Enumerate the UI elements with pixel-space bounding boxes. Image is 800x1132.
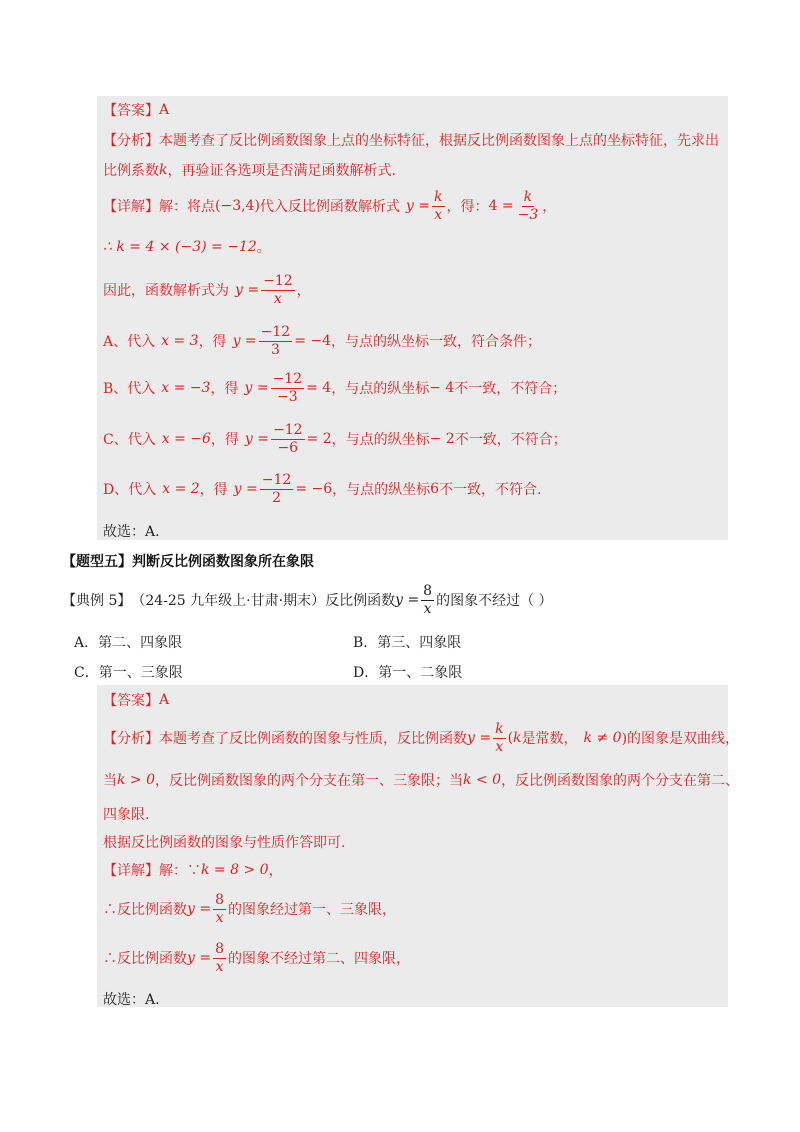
example-tag: 【典例 5】 [62,593,132,610]
analysis2-k: k [513,730,522,747]
option-d-y: y = [233,481,258,498]
section-heading: 【题型五】判断反比例函数图象所在象限 [62,554,314,570]
option-a-x: x = 3 [161,333,199,350]
option-c-de: ，得 [210,432,239,449]
analysis2-text-4: 根据反比例函数的图象与性质作答即可. [103,835,346,851]
option-d-mid: 6 [430,481,440,498]
analysis2-line-1 [103,722,739,754]
example-text-a: 反比例函数 [325,593,396,610]
detail-point: (−3,4) [215,198,260,215]
detail2-text-b: ， [268,863,283,879]
example-fraction: $\frac{8}{x}$ [423,583,433,617]
analysis2-text-c2: ，反比例函数图象的两个分支在第二、 [501,773,740,789]
answer-line-1 [103,100,169,120]
answer-tag: 【答案】 [103,103,159,119]
option-d-fraction: $\frac{-12}{2}$ [261,472,292,506]
detail2-t1-fraction: $\frac{8}{x}$ [215,892,225,926]
detail2-line-3 [103,942,410,974]
detail-fraction-2: $\frac{k}{-3}$ [517,189,539,223]
detail-text-1b: 代入反比例函数解析式 [259,199,400,216]
option-c-mid: − 2 [429,431,455,448]
detail-y-eq: y = [405,198,431,215]
option-d-post-2: 不一致，不符合. [439,482,542,499]
analysis2-line-3 [103,804,149,824]
analysis2-paren: ( [507,730,514,747]
answer-tag-2: 【答案】 [103,693,159,709]
option-a-check [103,325,541,357]
therefore-end: 。 [256,240,271,256]
analysis-text-2a: 比例系数 [103,163,159,179]
option-b-mid: − 4 [429,380,455,397]
choice-d[interactable]: D．第一、二象限 [353,665,463,681]
choose-text-2: 故选：A. [103,992,160,1008]
therefore-line [103,237,271,257]
detail-fraction: $\frac{k}{x}$ [434,189,443,223]
choice-a[interactable]: A．第二、四象限 [74,635,183,651]
analysis2-text-d: )的图象是双曲线， [621,731,740,748]
option-c-pre: C、代入 [103,432,156,449]
detail-text-1a: 解：将点 [159,199,215,216]
option-c-result: = 2 [306,431,332,448]
option-b-pre: B、代入 [103,381,156,398]
answer-value: A [159,102,170,118]
option-a-fraction: $\frac{-12}{3}$ [260,324,291,358]
choose-line-2 [103,989,160,1009]
detail2-t1-y: y = [187,901,212,918]
option-b-check [103,372,566,404]
detail2-text-a: 解：∵ [159,863,201,879]
thus-end: ， [296,283,311,300]
option-d-check [103,473,542,505]
therefore-equation: ∴ k = 4 × (−3) = −12 [103,239,257,255]
option-a-result: = −4 [294,333,332,350]
analysis2-when: 当 [103,773,117,789]
answer-line-2 [103,690,169,710]
example-line [62,584,553,616]
option-a-de: ，得 [198,334,227,351]
detail2-k: k = 8 > 0 [201,862,269,878]
answer-value-2: A [159,692,170,708]
choice-c[interactable]: C．第一、三象限 [74,665,183,681]
detail-tag: 【详解】 [103,199,159,216]
detail-text-1d: ， [542,199,557,216]
analysis-line-2 [103,160,396,180]
detail-line-1 [103,190,556,222]
option-d-post-1: ，与点的纵坐标 [332,482,431,499]
analysis2-y: y = [467,730,492,747]
option-c-post-2: 不一致，不符合； [454,432,567,449]
analysis2-k-nonzero: k ≠ 0 [583,730,622,747]
option-c-check [103,423,567,455]
option-d-pre: D、代入 [103,482,157,499]
example-y: y = [395,592,420,609]
thus-y: y = [235,282,260,299]
example-source: （24-25 九年级上·甘肃·期末） [131,593,326,610]
example-text-b: 的图象不经过（ ） [436,593,553,610]
analysis-tag: 【分析】 [103,133,159,149]
option-b-post-2: 不一致，不符合； [454,381,567,398]
analysis-k: k [159,162,168,178]
detail2-line-1 [103,860,283,880]
option-b-fraction: $\frac{-12}{-3}$ [272,371,303,405]
analysis2-text-c: 是常数， [521,731,578,748]
detail2-t1-b: 的图象经过第一、三象限， [228,902,397,919]
analysis2-line-4 [103,832,345,852]
analysis-tag-2: 【分析】 [103,731,159,748]
analysis-text: 本题考查了反比例函数图象上点的坐标特征，根据反比例函数图象上点的坐标特征，先求出 [159,133,719,149]
choice-b[interactable]: B．第三、四象限 [353,635,462,651]
analysis2-text-a: 本题考查了反比例函数的图象与性质，反比例函数 [159,731,467,748]
thus-fraction: $\frac{-12}{x}$ [263,273,293,307]
analysis2-fraction: $\frac{k}{x}$ [495,721,504,755]
analysis-text-2b: ，再验证各选项是否满足函数解析式. [167,163,396,179]
option-b-x: x = −3 [161,380,211,397]
analysis2-text-3: 四象限. [103,807,150,823]
option-a-pre: A、代入 [103,334,156,351]
option-d-result: = −6 [295,481,333,498]
choose-text: 故选：A. [103,524,160,540]
option-b-post-1: ，与点的纵坐标 [331,381,430,398]
analysis2-k-positive: k > 0 [117,772,156,788]
thus-line [103,274,311,306]
option-b-de: ，得 [210,381,239,398]
analysis2-line-2 [103,770,739,790]
analysis2-k-negative: k < 0 [463,772,502,788]
option-d-x: x = 2 [162,481,200,498]
option-c-fraction: $\frac{-12}{-6}$ [272,422,303,456]
detail-text-1c: ，得： [446,199,489,216]
option-a-post: ，与点的纵坐标一致，符合条件； [331,334,542,351]
option-c-post-1: ，与点的纵坐标 [331,432,430,449]
detail-tag-2: 【详解】 [103,863,159,879]
option-d-de: ，得 [199,482,228,499]
detail2-t2-b: 的图象不经过第二、四象限， [228,951,411,968]
option-c-x: x = −6 [161,431,211,448]
option-c-y: y = [244,431,269,448]
detail2-t2-y: y = [187,950,212,967]
detail-four-eq: 4 = [488,198,514,215]
option-b-y: y = [244,380,269,397]
analysis-line-1 [103,130,719,150]
option-b-result: = 4 [306,380,332,397]
detail2-line-2 [103,893,396,925]
thus-text: 因此，函数解析式为 [103,283,229,300]
detail2-t2-a: ∴反比例函数 [103,951,187,968]
choose-line-1 [103,521,160,541]
analysis2-text-b: ，反比例函数图象的两个分支在第一、三象限；当 [155,773,464,789]
detail2-t1-a: ∴反比例函数 [103,902,187,919]
option-a-y: y = [232,333,257,350]
detail2-t2-fraction: $\frac{8}{x}$ [215,941,225,975]
